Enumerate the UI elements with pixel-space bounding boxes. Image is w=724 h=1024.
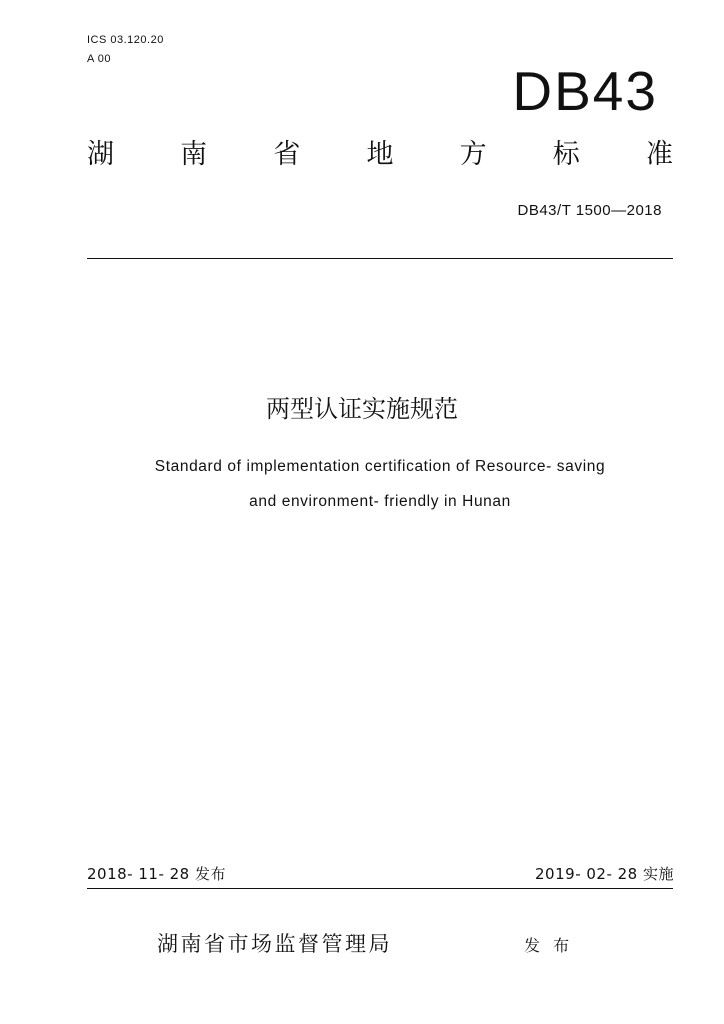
standard-type-char: 地 bbox=[366, 139, 394, 170]
issuing-authority: 湖南省市场监督管理局 bbox=[157, 932, 392, 956]
standard-type-char: 湖 bbox=[87, 139, 114, 170]
db-code-mark: DB43 bbox=[512, 60, 658, 122]
header-divider bbox=[87, 258, 673, 259]
standard-type-char: 省 bbox=[273, 139, 301, 170]
title-chinese: 两型认证实施规范 bbox=[266, 395, 458, 423]
ics-code: ICS 03.120.20 bbox=[87, 34, 164, 46]
issue-label: 发 布 bbox=[524, 936, 574, 955]
standard-type-char: 标 bbox=[552, 139, 580, 170]
implementation-date: 2019- 02- 28 实施 bbox=[535, 865, 674, 883]
ccs-code: A 00 bbox=[87, 53, 112, 65]
standard-type-char: 准 bbox=[645, 139, 673, 170]
standard-type-heading bbox=[87, 139, 673, 171]
title-english-line-1: Standard of implementation certification of Resource- saving bbox=[154, 458, 606, 475]
title-english-line-2: and environment- friendly in Hunan bbox=[249, 493, 511, 510]
standard-type-char: 南 bbox=[180, 139, 208, 170]
standard-number: DB43/T 1500—2018 bbox=[517, 202, 662, 219]
footer-divider bbox=[87, 888, 673, 889]
issue-date: 2018- 11- 28 发布 bbox=[87, 865, 226, 883]
standard-type-char: 方 bbox=[459, 139, 487, 170]
